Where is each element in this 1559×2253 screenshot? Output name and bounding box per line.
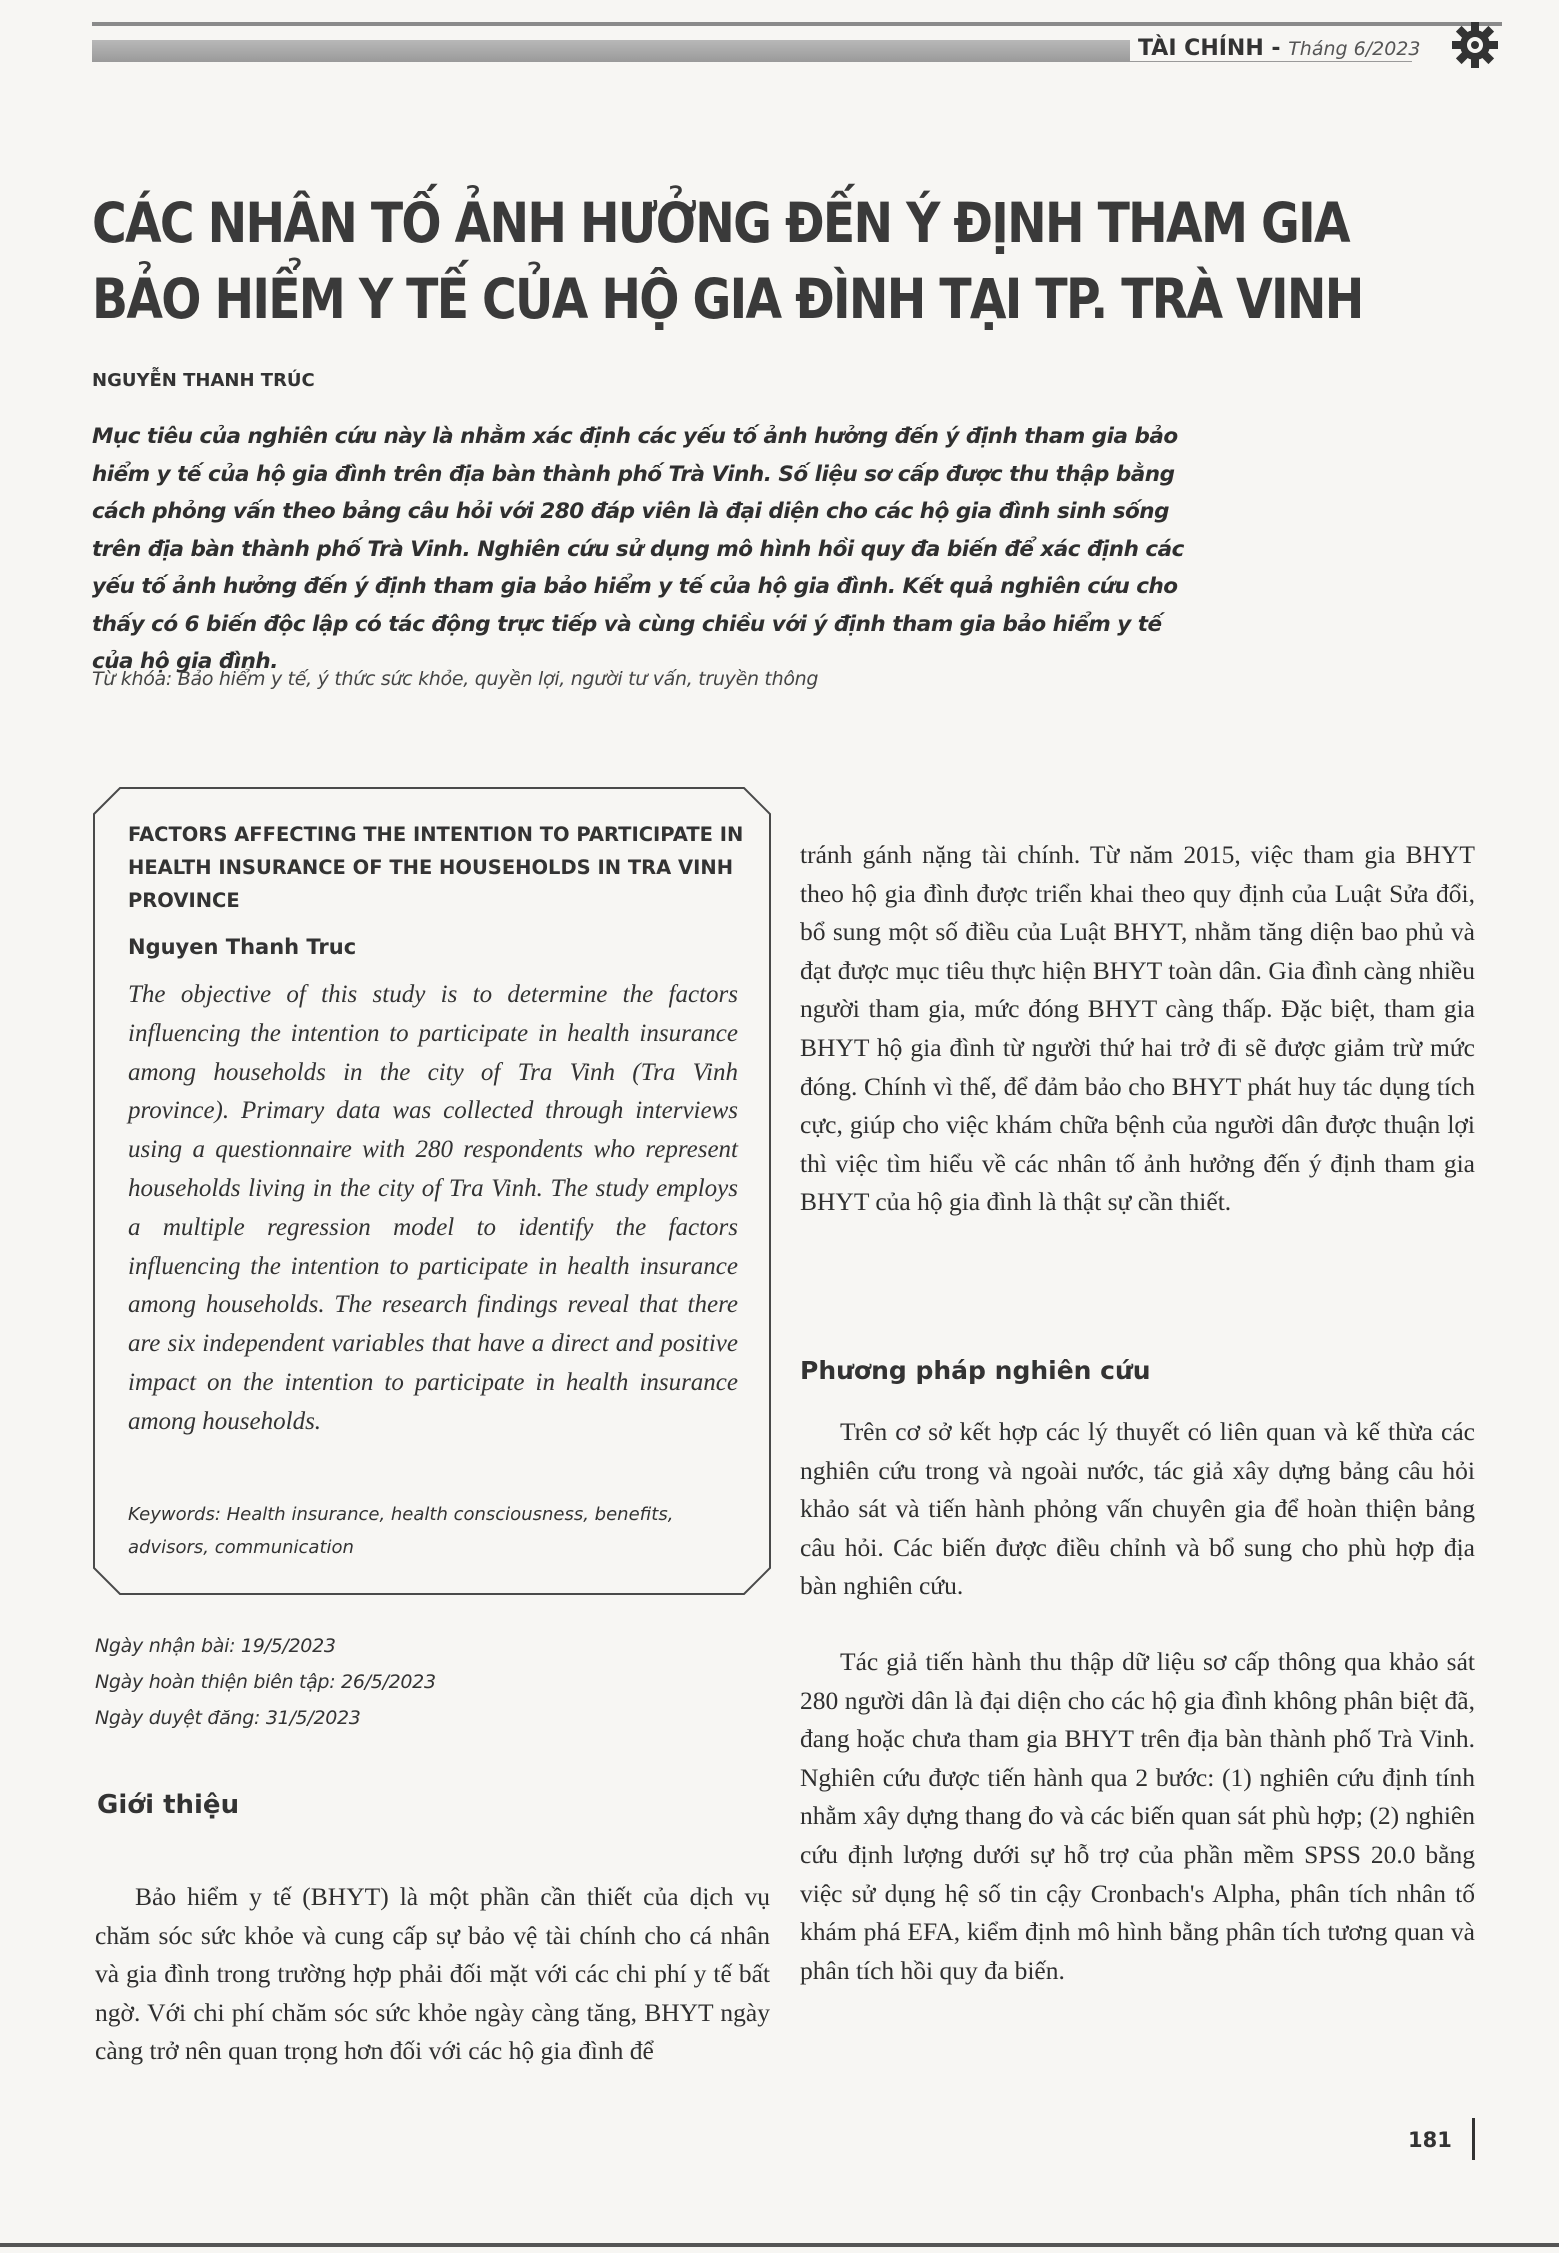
abstract-vn: Mục tiêu của nghiên cứu này là nhằm xác định các yếu tố ảnh hưởng đến ý định tham gia bảo hiểm y tế của hộ gia đình trên địa bàn thành phố Trà Vinh. Số liệu sơ cấp được thu thập bằng cách phỏng vấn theo bảng câu hỏi với 280 đáp viên là đại diện cho các hộ gia đình sinh sống trên địa bàn thành phố Trà Vinh. Nghiên cứu sử dụng mô hình hồi quy đa biến để xác định các yếu tố ảnh hưởng đến ý định tham gia bảo hiểm y tế của hộ gia đình. Kết quả nghiên cứu cho thấy có 6 biến độc lập có tác động trực tiếp và cùng chiều với ý định tham gia bảo hiểm y tế của hộ gia đình.	[92, 424, 1184, 674]
method-heading: Phương pháp nghiên cứu	[800, 1356, 1151, 1385]
article-dates	[95, 1628, 436, 1736]
intro-continuation-paragraph: tránh gánh nặng tài chính. Từ năm 2015, việc tham gia BHYT theo hộ gia đình được triển khai theo quy định của Luật Sửa đổi, bổ sung một số điều của Luật BHYT, nhằm tăng diện bao phủ và đạt được mục tiêu thực hiện BHYT toàn dân. Gia đình càng nhiều người tham gia, mức đóng BHYT càng thấp. Đặc biệt, tham gia BHYT hộ gia đình từ người thứ hai trở đi sẽ được giảm trừ mức đóng. Chính vì thế, để đảm bảo cho BHYT phát huy tác dụng tích cực, giúp cho việc khám chữa bệnh của người dân được thuận lợi thì việc tìm hiểu về các nhân tố ảnh hưởng đến ý định tham gia BHYT của hộ gia đình là thật sự cần thiết.	[800, 840, 1475, 1217]
english-keywords: Keywords: Health insurance, health consciousness, benefits, advisors, communication	[128, 1504, 674, 1558]
intro-paragraph: Bảo hiểm y tế (BHYT) là một phần cần thiết của dịch vụ chăm sóc sức khỏe và cung cấp sự bảo vệ tài chính cho cá nhân và gia đình trong trường hợp phải đối mặt với các chi phí y tế bất ngờ. Với chi phí chăm sóc sức khỏe ngày càng tăng, BHYT ngày càng trở nên quan trọng hơn đối với các hộ gia đình để	[95, 1882, 770, 2066]
english-abstract: The objective of this study is to determine the factors influencing the intention to participate in health insurance among households in the city of Tra Vinh (Tra Vinh province). Primary data was collected through interviews using a questionnaire with 280 respondents who represent households living in the city of Tra Vinh. The study employs a multiple regression model to identify the factors influencing the intention to participate in health insurance among households. The research findings reveal that there are six independent variables that have a direct and positive impact on the intention to participate in health insurance among households.	[128, 981, 738, 1435]
header-separator: -	[1263, 36, 1289, 61]
method-paragraph-1: Trên cơ sở kết hợp các lý thuyết có liên quan và kế thừa các nghiên cứu trong và ngoài nước, tác giả xây dựng bảng câu hỏi khảo sát và tiến hành phỏng vấn chuyên gia để hoàn thiện bảng câu hỏi. Các biến được điều chỉnh và bổ sung cho phù hợp địa bàn nghiên cứu.	[800, 1417, 1475, 1601]
date-accepted: Ngày duyệt đăng: 31/5/2023	[95, 1707, 361, 1729]
date-revised: Ngày hoàn thiện biên tập: 26/5/2023	[95, 1671, 436, 1693]
issue-date: Tháng 6/2023	[1288, 38, 1421, 60]
bottom-rule	[0, 2243, 1559, 2247]
section-name: TÀI CHÍNH	[1138, 36, 1264, 61]
page-number: 181	[1408, 2128, 1452, 2152]
intro-heading: Giới thiệu	[97, 1790, 240, 1820]
title-line-1: CÁC NHÂN TỐ ẢNH HƯỞNG ĐẾN Ý ĐỊNH THAM GIA	[92, 191, 1349, 255]
running-header	[1130, 36, 1428, 61]
english-author: Nguyen Thanh Truc	[128, 935, 357, 959]
page-number-rule	[1472, 2118, 1475, 2160]
method-paragraph-2: Tác giả tiến hành thu thập dữ liệu sơ cấp thông qua khảo sát 280 người dân là đại diện cho các hộ gia đình không phân biệt đã, đang hoặc chưa tham gia BHYT trên địa bàn thành phố Trà Vinh. Nghiên cứu được tiến hành qua 2 bước: (1) nghiên cứu định tính nhằm xây dựng thang đo và các biến quan sát phù hợp; (2) nghiên cứu định lượng dưới sự hỗ trợ của phần mềm SPSS 20.0 bằng việc sử dụng hệ số tin cậy Cronbach's Alpha, phân tích nhân tố khám phá EFA, kiểm định mô hình bằng phân tích tương quan và phân tích hồi quy đa biến.	[800, 1647, 1475, 1985]
header-rule	[92, 22, 1502, 26]
english-title: FACTORS AFFECTING THE INTENTION TO PARTICIPATE IN HEALTH INSURANCE OF THE HOUSEHOLDS IN TRA VINH PROVINCE	[128, 823, 744, 912]
date-received: Ngày nhận bài: 19/5/2023	[95, 1635, 336, 1657]
article-title	[92, 185, 1363, 337]
keywords-vn: Từ khóa: Bảo hiểm y tế, ý thức sức khỏe, quyền lợi, người tư vấn, truyền thông	[92, 668, 819, 690]
author-name: NGUYỄN THANH TRÚC	[92, 370, 315, 391]
gear-icon	[1450, 20, 1500, 70]
title-line-2: BẢO HIỂM Y TẾ CỦA HỘ GIA ĐÌNH TẠI TP. TRÀ VINH	[92, 267, 1363, 331]
